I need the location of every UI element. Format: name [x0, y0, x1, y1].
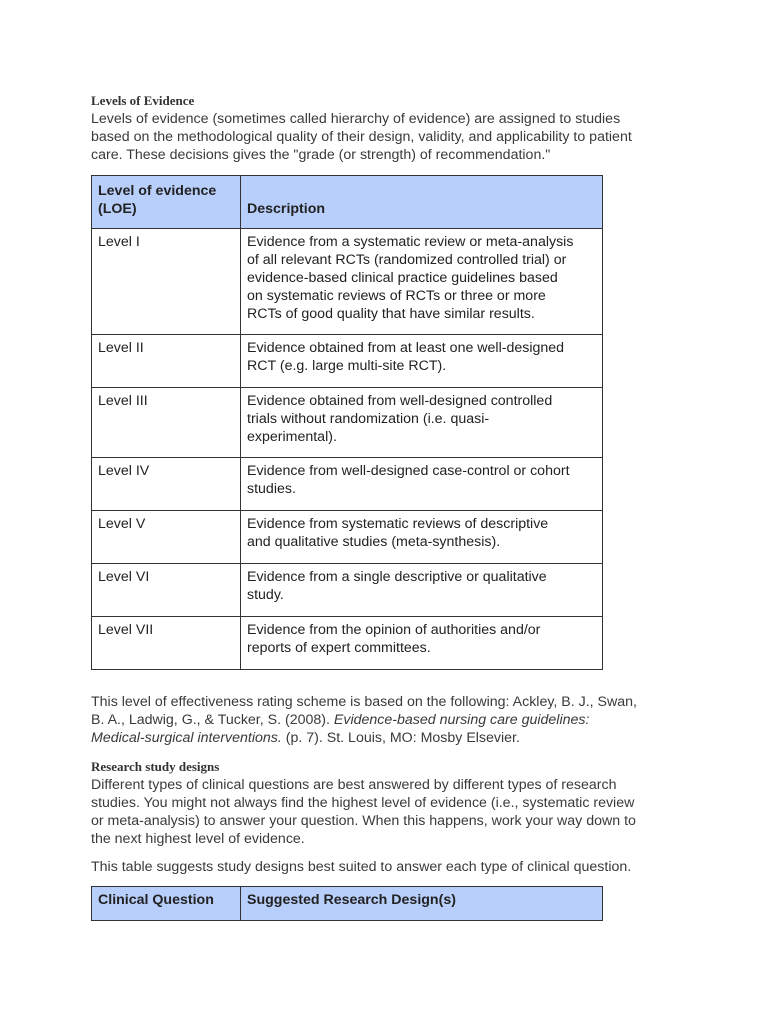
- research-designs-paragraph: [91, 776, 691, 848]
- loe-level-text: Level V: [98, 516, 146, 532]
- loe-description-cell: [241, 617, 603, 670]
- loe-level-text: Level I: [98, 234, 140, 250]
- loe-level-text: Level II: [98, 340, 144, 356]
- design-header-clinical-question-text: Clinical Question: [98, 892, 214, 908]
- loe-description-cell: [241, 564, 603, 617]
- citation-publisher: (p. 7). St. Louis, MO: Mosby Elsevier.: [281, 730, 520, 746]
- loe-level-cell: [92, 617, 241, 670]
- table-row: [92, 335, 603, 388]
- table-row: [92, 511, 603, 564]
- loe-table-header-row: [92, 176, 603, 229]
- table-row: [92, 458, 603, 511]
- research-line: Different types of clinical questions are best answered by different types of research: [91, 777, 617, 793]
- loe-description-cell: [241, 335, 603, 388]
- loe-description-line: study.: [247, 587, 284, 603]
- loe-description-line: Evidence from a systematic review or meta-analysis: [247, 234, 574, 250]
- loe-description-cell: [241, 511, 603, 564]
- citation-line: [91, 711, 691, 729]
- loe-description-line: of all relevant RCTs (randomized controlled trial) or: [247, 252, 567, 268]
- loe-description-line: experimental).: [247, 429, 337, 445]
- loe-description-line: Evidence obtained from at least one well-designed: [247, 340, 565, 356]
- levels-intro-paragraph: [91, 110, 691, 164]
- levels-of-evidence-heading: Levels of Evidence: [91, 93, 195, 108]
- intro-line: based on the methodological quality of their design, validity, and applicability to patient: [91, 129, 632, 145]
- intro-line: care. These decisions gives the "grade (or strength) of recommendation.": [91, 147, 551, 163]
- loe-level-cell: [92, 458, 241, 511]
- table-row: [92, 388, 603, 458]
- loe-header-level: [92, 176, 241, 229]
- loe-level-text: Level VI: [98, 569, 150, 585]
- design-header-suggested-design: [241, 887, 603, 921]
- citation-authors: B. A., Ladwig, G., & Tucker, S. (2008).: [91, 712, 334, 728]
- table-row: [92, 229, 603, 335]
- loe-description-line: reports of expert committees.: [247, 640, 431, 656]
- loe-header-level-line: Level of evidence: [98, 183, 217, 199]
- table-intro-text: This table suggests study designs best suited to answer each type of clinical question.: [91, 859, 632, 875]
- research-line: the next highest level of evidence.: [91, 831, 305, 847]
- loe-description-line: RCTs of good quality that have similar results.: [247, 306, 535, 322]
- research-design-table: [91, 886, 603, 921]
- research-line: or meta-analysis) to answer your question. When this happens, work your way down to: [91, 813, 636, 829]
- loe-description-cell: [241, 229, 603, 335]
- table-row: [92, 564, 603, 617]
- loe-description-line: Evidence from well-designed case-control or cohort: [247, 463, 570, 479]
- loe-level-cell: [92, 229, 241, 335]
- design-header-clinical-question: [92, 887, 241, 921]
- citation-line: [91, 729, 691, 747]
- loe-description-line: Evidence obtained from well-designed controlled: [247, 393, 553, 409]
- loe-level-text: Level III: [98, 393, 148, 409]
- loe-level-cell: [92, 388, 241, 458]
- loe-description-line: trials without randomization (i.e. quasi-: [247, 411, 490, 427]
- loe-description-cell: [241, 388, 603, 458]
- table-row: [92, 617, 603, 670]
- loe-description-line: Evidence from the opinion of authorities and/or: [247, 622, 541, 638]
- loe-description-line: Evidence from a single descriptive or qualitative: [247, 569, 547, 585]
- loe-description-line: RCT (e.g. large multi-site RCT).: [247, 358, 447, 374]
- citation-line: This level of effectiveness rating scheme is based on the following: Ackley, B. J., Swan,: [91, 694, 637, 710]
- intro-line: Levels of evidence (sometimes called hierarchy of evidence) are assigned to studies: [91, 111, 621, 127]
- design-header-suggested-design-text: Suggested Research Design(s): [247, 892, 456, 908]
- loe-level-cell: [92, 511, 241, 564]
- loe-description-line: studies.: [247, 481, 296, 497]
- research-line: studies. You might not always find the highest level of evidence (i.e., systematic review: [91, 795, 635, 811]
- loe-description-cell: [241, 458, 603, 511]
- loe-description-line: Evidence from systematic reviews of descriptive: [247, 516, 549, 532]
- citation-paragraph: [91, 693, 691, 747]
- design-table-header-row: [92, 887, 603, 921]
- citation-subtitle: Medical-surgical interventions.: [91, 730, 282, 746]
- loe-level-cell: [92, 335, 241, 388]
- loe-header-description-text: Description: [247, 201, 326, 217]
- loe-description-line: and qualitative studies (meta-synthesis).: [247, 534, 501, 550]
- loe-level-text: Level IV: [98, 463, 150, 479]
- citation-title: Evidence-based nursing care guidelines:: [333, 712, 590, 728]
- loe-description-line: on systematic reviews of RCTs or three or more: [247, 288, 546, 304]
- loe-level-cell: [92, 564, 241, 617]
- research-study-designs-heading: Research study designs: [91, 759, 220, 774]
- loe-header-description: [241, 176, 603, 229]
- loe-level-text: Level VII: [98, 622, 154, 638]
- loe-description-line: evidence-based clinical practice guidelines based: [247, 270, 558, 286]
- loe-header-level-line: (LOE): [98, 201, 137, 217]
- levels-of-evidence-table: [91, 175, 603, 670]
